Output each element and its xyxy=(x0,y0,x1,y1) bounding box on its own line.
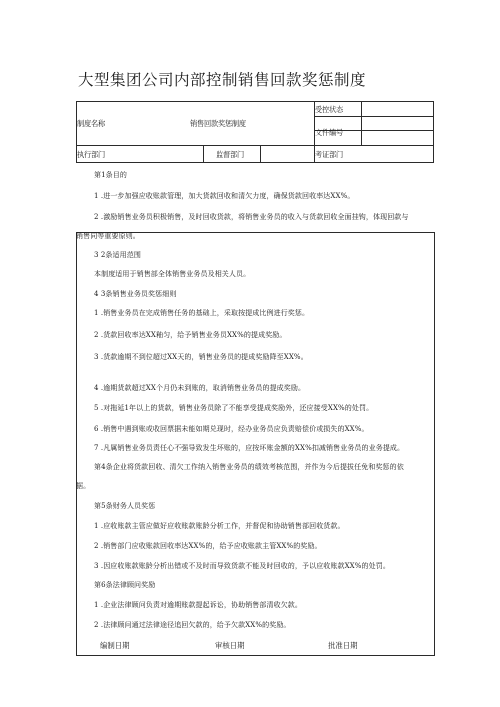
label-system-name: 制度名称 xyxy=(77,119,105,128)
article-5-item-3: 3 .因应收账款账龄分析出错或不及时而导致货款不能及时回收的，予以应收账款XX%的处罚。 xyxy=(94,562,390,570)
article-3-item-3: 3 .货款逾期不到位超过XX天的，销售业务员的提成奖励降至XX%。 xyxy=(94,353,308,361)
article-5-heading: 第5条财务人员奖惩 xyxy=(94,502,156,510)
article-2-heading: 3 2条适用范围 xyxy=(94,251,141,259)
header-table xyxy=(76,101,434,163)
article-4-text: 第4条企业将货款回收、清欠工作纳入销售业务员的绩效考核范围，并作为今后提拔任免和奖惩的依 xyxy=(94,463,404,471)
label-verifying-dept: 考证部门 xyxy=(315,150,343,159)
label-executing-dept: 执行部门 xyxy=(77,150,105,159)
label-supervising-dept: 监督部门 xyxy=(216,150,244,159)
article-2-text: 本制度适用于销售部全体销售业务员及相关人员。 xyxy=(94,270,251,278)
frame-left-line xyxy=(76,232,77,656)
article-3-item-1: 1 .销售业务员在完成销售任务的基础上，采取按提成比例进行奖惩。 xyxy=(94,309,310,317)
article-6-heading: 第6条法律顾问奖励 xyxy=(94,581,156,589)
label-control-status: 受控状态 xyxy=(315,105,343,114)
article-3-item-6: 6 .销售中遇到账或收回票据未能如期兑现时，经办业务员应负责赔偿价或损失的XX%。 xyxy=(94,425,369,433)
article-6-item-1: 1 .企业法律顾问负责对逾期账款提起诉讼，协助销售部清收欠款。 xyxy=(94,601,303,609)
article-1-item-2-cont: 销售同等重要原则。 xyxy=(76,232,140,240)
article-5-item-2: 2 .销售部门应收账款回收率达XX%的，给予应收账款主管XX%的奖励。 xyxy=(94,542,322,550)
article-1-item-2: 2 .激励销售业务员积极销售，及时回收货款，将销售业务员的收入与货款回收全面挂钩，体现回款与 xyxy=(94,213,409,221)
frame-right-line xyxy=(434,232,435,656)
system-name-value: 销售回款奖惩制度 xyxy=(190,119,246,128)
article-6-item-2: 2 .法律顾问通过法律途径追回欠款的，给予欠款XX%的奖励。 xyxy=(94,621,291,629)
article-3-item-5: 5 .对拖延1年以上的货款，销售业务员除了不能享受提成奖励外，还应接受XX%的处罚。 xyxy=(94,404,374,412)
article-3-item-4: 4 .逾期货款超过XX个月仍未到账的，取消销售业务员的提成奖励。 xyxy=(94,384,306,392)
review-date-label: 审核日期 xyxy=(215,641,245,650)
label-document-number: 文件编号 xyxy=(315,128,343,137)
article-1-item-1: 1 .进一步加强应收账款管理，加大货款回收和清欠力度，确保货款回收率达XX%。 xyxy=(94,192,355,200)
article-4-text-cont: 据。 xyxy=(76,482,91,490)
compiled-date-label: 编制日期 xyxy=(100,641,130,650)
article-3-item-7: 7 .凡属销售业务员责任心不强导致发生坏账的，应按坏账金额的XX%扣减销售业务员的业务提成。 xyxy=(94,444,405,452)
approval-date-label: 批准日期 xyxy=(328,641,358,650)
document-title: 大型集团公司内部控制销售回款奖惩制度 xyxy=(78,71,367,89)
article-1-heading: 第1条目的 xyxy=(94,171,127,179)
article-3-item-2: 2 .货款回收率达XX釉匀，给予销售业务员XX%的提成奖励。 xyxy=(94,331,287,339)
article-5-item-1: 1 .应收账款主管应做好应收账款账龄分析工作，并督促和协助销售部回收货款。 xyxy=(94,522,345,530)
article-3-heading: 4 3条销售业务员奖惩细则 xyxy=(94,290,177,298)
frame-bottom-line xyxy=(76,655,434,656)
